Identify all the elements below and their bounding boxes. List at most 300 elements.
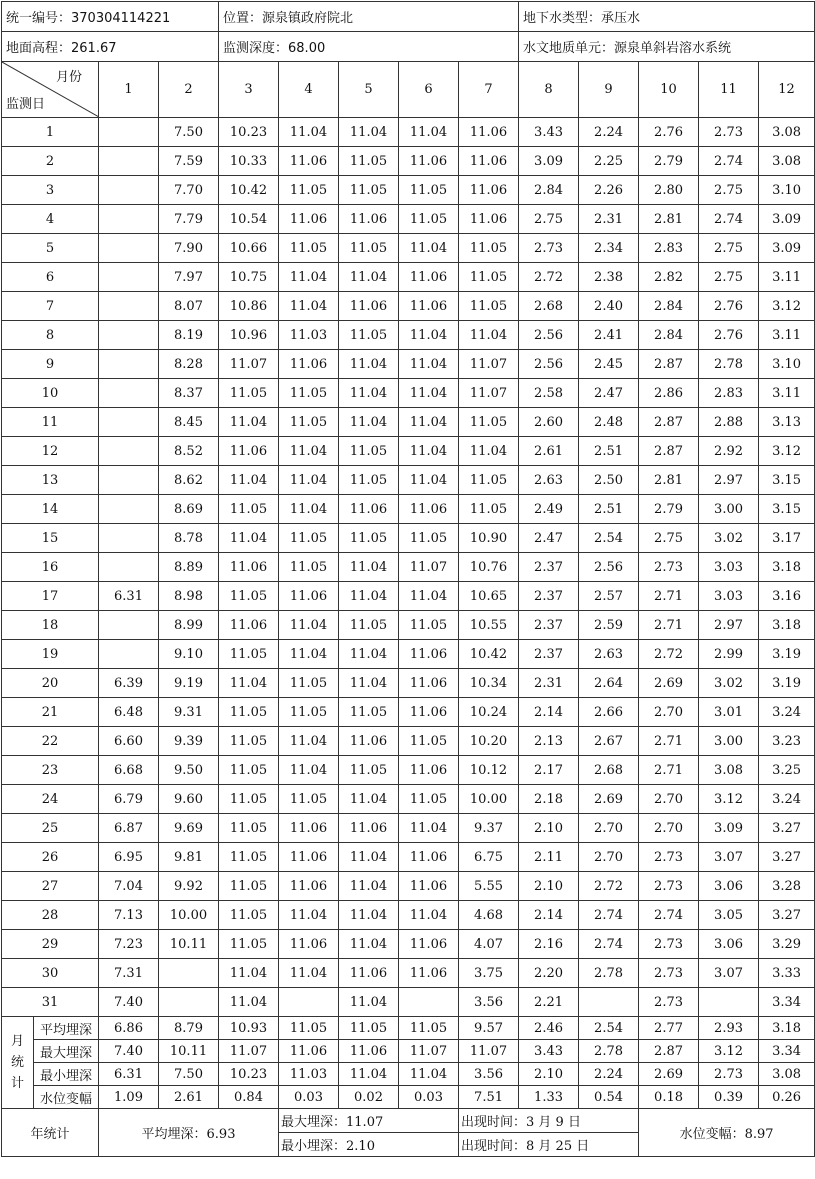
table-row [2, 843, 815, 872]
depth-value: 2.81 [639, 205, 699, 234]
depth-value: 11.04 [339, 640, 399, 669]
depth-value: 9.39 [159, 727, 219, 756]
depth-value: 11.05 [459, 292, 519, 321]
depth-value: 2.69 [639, 669, 699, 698]
depth-value: 3.03 [699, 582, 759, 611]
depth-value: 10.24 [459, 698, 519, 727]
annual-stat-row [2, 1109, 815, 1133]
day-number: 31 [2, 988, 99, 1017]
depth-value: 6.95 [99, 843, 159, 872]
depth-value: 11.06 [279, 350, 339, 379]
depth-value: 2.87 [639, 408, 699, 437]
depth-value: 11.07 [459, 379, 519, 408]
depth-value: 11.05 [399, 785, 459, 814]
depth-value: 11.04 [399, 234, 459, 263]
depth-value: 3.27 [759, 843, 815, 872]
day-number: 5 [2, 234, 99, 263]
depth-value: 11.06 [279, 930, 339, 959]
depth-value: 2.37 [519, 611, 579, 640]
depth-value: 2.87 [639, 350, 699, 379]
depth-value: 11.06 [339, 205, 399, 234]
depth-value: 11.05 [279, 524, 339, 553]
depth-value: 7.31 [99, 959, 159, 988]
depth-value: 3.10 [759, 176, 815, 205]
depth-value: 11.05 [399, 176, 459, 205]
depth-value: 11.05 [219, 901, 279, 930]
depth-value: 10.96 [219, 321, 279, 350]
depth-value: 2.70 [639, 785, 699, 814]
table-row [2, 988, 815, 1017]
depth-value: 9.69 [159, 814, 219, 843]
table-row [2, 611, 815, 640]
depth-value [99, 321, 159, 350]
depth-value: 11.05 [219, 640, 279, 669]
stat-value: 0.02 [339, 1086, 399, 1109]
stat-value: 2.54 [579, 1017, 639, 1040]
table-row [2, 205, 815, 234]
depth-value: 2.73 [519, 234, 579, 263]
day-number: 25 [2, 814, 99, 843]
header-corner-cell [2, 62, 99, 118]
depth-value: 2.31 [519, 669, 579, 698]
depth-value: 2.37 [519, 553, 579, 582]
depth-value: 3.43 [519, 118, 579, 147]
depth-value: 2.49 [519, 495, 579, 524]
depth-value: 10.23 [219, 118, 279, 147]
depth-value: 11.04 [339, 785, 399, 814]
day-number: 7 [2, 292, 99, 321]
depth-value: 2.99 [699, 640, 759, 669]
depth-value: 11.05 [339, 756, 399, 785]
annual-max-time: 出现时间：3 月 9 日 [459, 1109, 639, 1133]
stat-value: 2.73 [699, 1063, 759, 1086]
table-row [2, 872, 815, 901]
stat-value: 11.07 [399, 1040, 459, 1063]
depth-value: 11.04 [339, 901, 399, 930]
stat-value: 2.46 [519, 1017, 579, 1040]
depth-value: 2.78 [699, 350, 759, 379]
stat-value: 2.69 [639, 1063, 699, 1086]
depth-value: 8.78 [159, 524, 219, 553]
depth-value: 3.25 [759, 756, 815, 785]
depth-value: 11.04 [279, 611, 339, 640]
stat-value: 11.05 [339, 1017, 399, 1040]
depth-value: 2.21 [519, 988, 579, 1017]
depth-value: 2.87 [639, 437, 699, 466]
depth-value: 6.48 [99, 698, 159, 727]
depth-value: 2.92 [699, 437, 759, 466]
ground-elevation: 地面高程：261.67 [2, 32, 219, 62]
month-header: 8 [519, 62, 579, 118]
depth-value: 2.34 [579, 234, 639, 263]
stat-value: 3.08 [759, 1063, 815, 1086]
depth-value: 2.80 [639, 176, 699, 205]
depth-value [99, 466, 159, 495]
depth-value: 3.13 [759, 408, 815, 437]
stat-value: 0.03 [399, 1086, 459, 1109]
day-number: 6 [2, 263, 99, 292]
depth-value: 2.73 [639, 553, 699, 582]
month-header: 7 [459, 62, 519, 118]
depth-value: 3.12 [759, 437, 815, 466]
monthly-stats-label-char: 统 [10, 1055, 24, 1070]
annual-max-depth: 最大埋深：11.07 [279, 1109, 459, 1133]
depth-value: 11.04 [339, 118, 399, 147]
depth-value: 10.33 [219, 147, 279, 176]
depth-value: 9.19 [159, 669, 219, 698]
depth-value: 2.73 [639, 959, 699, 988]
day-number: 26 [2, 843, 99, 872]
depth-value: 11.06 [459, 147, 519, 176]
depth-value: 2.71 [639, 582, 699, 611]
depth-value: 11.06 [399, 959, 459, 988]
depth-value: 3.09 [519, 147, 579, 176]
depth-value: 11.05 [279, 669, 339, 698]
depth-value: 11.06 [279, 582, 339, 611]
depth-value: 11.07 [459, 350, 519, 379]
stat-value: 11.07 [219, 1040, 279, 1063]
depth-value: 11.07 [219, 350, 279, 379]
stat-value: 11.06 [339, 1040, 399, 1063]
stat-value: 0.54 [579, 1086, 639, 1109]
depth-value: 11.06 [339, 814, 399, 843]
depth-value: 2.73 [639, 843, 699, 872]
depth-value [99, 553, 159, 582]
depth-value: 11.05 [339, 176, 399, 205]
depth-value: 11.04 [459, 437, 519, 466]
depth-value: 3.18 [759, 553, 815, 582]
depth-value: 2.73 [699, 118, 759, 147]
depth-value: 11.04 [339, 988, 399, 1017]
depth-value: 11.04 [339, 843, 399, 872]
stat-value: 2.24 [579, 1063, 639, 1086]
depth-value: 11.05 [219, 930, 279, 959]
depth-value: 11.04 [339, 553, 399, 582]
depth-value: 11.06 [339, 495, 399, 524]
depth-value: 2.41 [579, 321, 639, 350]
depth-value: 2.50 [579, 466, 639, 495]
day-number: 29 [2, 930, 99, 959]
depth-value: 3.08 [759, 118, 815, 147]
depth-value: 2.63 [519, 466, 579, 495]
depth-value: 11.06 [399, 843, 459, 872]
depth-value: 9.37 [459, 814, 519, 843]
depth-value: 2.81 [639, 466, 699, 495]
stat-value: 7.50 [159, 1063, 219, 1086]
month-header: 4 [279, 62, 339, 118]
depth-value: 2.51 [579, 495, 639, 524]
table-row [2, 234, 815, 263]
depth-value [99, 437, 159, 466]
depth-value: 2.66 [579, 698, 639, 727]
stat-value: 10.11 [159, 1040, 219, 1063]
day-number: 21 [2, 698, 99, 727]
depth-value [99, 524, 159, 553]
table-row [2, 408, 815, 437]
table-body [2, 2, 815, 1157]
stat-value: 11.04 [399, 1063, 459, 1086]
depth-value: 3.03 [699, 553, 759, 582]
depth-value [99, 379, 159, 408]
depth-value: 2.71 [639, 611, 699, 640]
depth-value: 3.00 [699, 727, 759, 756]
depth-value: 11.05 [279, 176, 339, 205]
stat-value: 11.05 [279, 1017, 339, 1040]
depth-value: 3.06 [699, 872, 759, 901]
table-row [2, 147, 815, 176]
depth-value: 3.34 [759, 988, 815, 1017]
day-number: 30 [2, 959, 99, 988]
depth-value: 6.31 [99, 582, 159, 611]
depth-value: 11.04 [339, 408, 399, 437]
month-header: 12 [759, 62, 815, 118]
depth-value: 2.83 [639, 234, 699, 263]
depth-value: 6.75 [459, 843, 519, 872]
depth-value: 3.09 [759, 205, 815, 234]
depth-value: 2.25 [579, 147, 639, 176]
depth-value [99, 263, 159, 292]
depth-value: 11.05 [339, 234, 399, 263]
depth-value: 3.07 [699, 843, 759, 872]
depth-value: 11.06 [399, 495, 459, 524]
stat-value: 2.77 [639, 1017, 699, 1040]
table-row [2, 930, 815, 959]
depth-value: 10.42 [459, 640, 519, 669]
monthly-stats-label-char: 计 [10, 1076, 24, 1091]
stat-label: 最小埋深 [34, 1063, 99, 1086]
depth-value: 2.16 [519, 930, 579, 959]
depth-value: 11.05 [339, 147, 399, 176]
depth-value: 2.75 [639, 524, 699, 553]
depth-value: 6.79 [99, 785, 159, 814]
table-row [2, 582, 815, 611]
depth-value: 2.72 [639, 640, 699, 669]
depth-value: 2.40 [579, 292, 639, 321]
depth-value: 2.74 [579, 930, 639, 959]
depth-value [579, 988, 639, 1017]
depth-value: 2.76 [699, 321, 759, 350]
depth-value: 11.05 [459, 466, 519, 495]
depth-value: 2.54 [579, 524, 639, 553]
depth-value: 2.45 [579, 350, 639, 379]
depth-value: 7.23 [99, 930, 159, 959]
depth-value [99, 147, 159, 176]
depth-value: 2.13 [519, 727, 579, 756]
depth-value [279, 988, 339, 1017]
depth-value: 11.05 [279, 408, 339, 437]
depth-value: 11.06 [399, 756, 459, 785]
depth-value: 2.14 [519, 901, 579, 930]
groundwater-type: 地下水类型：承压水 [519, 2, 815, 32]
depth-value: 2.71 [639, 727, 699, 756]
depth-value: 11.06 [459, 205, 519, 234]
depth-value: 7.40 [99, 988, 159, 1017]
depth-value: 11.04 [279, 640, 339, 669]
depth-value: 2.47 [579, 379, 639, 408]
day-number: 15 [2, 524, 99, 553]
day-number: 4 [2, 205, 99, 234]
depth-value: 7.79 [159, 205, 219, 234]
depth-value: 11.05 [459, 408, 519, 437]
depth-value: 11.05 [399, 727, 459, 756]
depth-value: 6.87 [99, 814, 159, 843]
stat-value: 11.03 [279, 1063, 339, 1086]
depth-value: 2.78 [579, 959, 639, 988]
depth-value: 2.31 [579, 205, 639, 234]
depth-value: 11.04 [339, 930, 399, 959]
depth-value: 3.08 [699, 756, 759, 785]
depth-value: 2.82 [639, 263, 699, 292]
depth-value: 3.27 [759, 901, 815, 930]
depth-value: 11.04 [459, 321, 519, 350]
depth-value: 10.00 [459, 785, 519, 814]
stat-value: 3.56 [459, 1063, 519, 1086]
depth-value: 11.04 [399, 466, 459, 495]
depth-value: 11.05 [219, 872, 279, 901]
depth-value: 9.92 [159, 872, 219, 901]
depth-value: 3.19 [759, 640, 815, 669]
day-number: 27 [2, 872, 99, 901]
day-number: 9 [2, 350, 99, 379]
depth-value: 3.05 [699, 901, 759, 930]
depth-value: 2.70 [639, 698, 699, 727]
depth-value: 11.04 [219, 669, 279, 698]
depth-value: 5.55 [459, 872, 519, 901]
depth-value: 11.04 [219, 959, 279, 988]
depth-value: 9.60 [159, 785, 219, 814]
depth-value: 2.70 [579, 814, 639, 843]
depth-value: 9.81 [159, 843, 219, 872]
depth-value: 2.20 [519, 959, 579, 988]
depth-value: 3.08 [759, 147, 815, 176]
depth-value: 11.05 [339, 466, 399, 495]
monitoring-depth: 监测深度：68.00 [219, 32, 519, 62]
depth-value: 2.51 [579, 437, 639, 466]
depth-value: 10.90 [459, 524, 519, 553]
depth-value: 11.04 [399, 379, 459, 408]
depth-value: 8.52 [159, 437, 219, 466]
table-row [2, 524, 815, 553]
depth-value: 2.57 [579, 582, 639, 611]
depth-value: 2.24 [579, 118, 639, 147]
depth-value: 10.86 [219, 292, 279, 321]
depth-value: 7.50 [159, 118, 219, 147]
stat-value: 7.51 [459, 1086, 519, 1109]
header-row [2, 62, 815, 118]
month-header: 9 [579, 62, 639, 118]
depth-value [99, 176, 159, 205]
depth-value: 11.04 [399, 814, 459, 843]
depth-value: 2.84 [639, 292, 699, 321]
depth-value: 11.06 [279, 872, 339, 901]
annual-average-depth: 平均埋深：6.93 [99, 1109, 279, 1157]
depth-value [99, 350, 159, 379]
depth-value: 2.76 [699, 292, 759, 321]
depth-value: 11.06 [399, 147, 459, 176]
depth-value: 10.20 [459, 727, 519, 756]
depth-value: 4.68 [459, 901, 519, 930]
depth-value: 11.06 [279, 843, 339, 872]
depth-value: 2.74 [699, 205, 759, 234]
depth-value: 2.56 [519, 350, 579, 379]
month-header: 10 [639, 62, 699, 118]
depth-value: 11.05 [459, 234, 519, 263]
stat-value: 1.09 [99, 1086, 159, 1109]
depth-value: 2.64 [579, 669, 639, 698]
depth-value [99, 234, 159, 263]
stat-value: 11.04 [339, 1063, 399, 1086]
depth-value: 3.27 [759, 814, 815, 843]
depth-value: 2.38 [579, 263, 639, 292]
depth-value [159, 988, 219, 1017]
month-header: 11 [699, 62, 759, 118]
table-row [2, 176, 815, 205]
depth-value: 2.76 [639, 118, 699, 147]
depth-value: 2.74 [699, 147, 759, 176]
stat-label: 平均埋深 [34, 1017, 99, 1040]
stat-value: 0.39 [699, 1086, 759, 1109]
depth-value: 11.04 [279, 118, 339, 147]
depth-value: 11.05 [219, 756, 279, 785]
monthly-stat-row [2, 1063, 815, 1086]
day-number: 19 [2, 640, 99, 669]
stat-value: 3.43 [519, 1040, 579, 1063]
depth-value: 8.98 [159, 582, 219, 611]
depth-value: 3.15 [759, 466, 815, 495]
depth-value: 2.60 [519, 408, 579, 437]
depth-value: 2.56 [579, 553, 639, 582]
depth-value: 8.37 [159, 379, 219, 408]
depth-value: 11.05 [219, 495, 279, 524]
depth-value: 11.05 [219, 843, 279, 872]
annual-min-depth: 最小埋深：2.10 [279, 1133, 459, 1157]
stat-label: 水位变幅 [34, 1086, 99, 1109]
depth-value: 8.07 [159, 292, 219, 321]
table-row [2, 901, 815, 930]
depth-value: 2.86 [639, 379, 699, 408]
stat-value: 8.79 [159, 1017, 219, 1040]
depth-value: 3.06 [699, 930, 759, 959]
depth-value: 9.50 [159, 756, 219, 785]
stat-value: 11.06 [279, 1040, 339, 1063]
table-row [2, 118, 815, 147]
depth-value: 11.05 [339, 524, 399, 553]
table-row [2, 698, 815, 727]
depth-value: 3.11 [759, 263, 815, 292]
table-row [2, 350, 815, 379]
depth-value: 2.61 [519, 437, 579, 466]
depth-value: 8.19 [159, 321, 219, 350]
depth-value: 11.04 [339, 669, 399, 698]
depth-value: 11.04 [399, 437, 459, 466]
depth-value: 11.06 [279, 147, 339, 176]
depth-value: 11.05 [279, 553, 339, 582]
depth-value: 11.04 [279, 292, 339, 321]
stat-value: 3.34 [759, 1040, 815, 1063]
monthly-stats-label-char: 月 [10, 1034, 24, 1049]
depth-value: 9.10 [159, 640, 219, 669]
depth-value: 10.42 [219, 176, 279, 205]
monthly-stats-label [2, 1017, 34, 1109]
depth-value: 2.73 [639, 872, 699, 901]
day-number: 13 [2, 466, 99, 495]
depth-value: 2.75 [519, 205, 579, 234]
depth-value: 2.70 [639, 814, 699, 843]
depth-value: 3.24 [759, 698, 815, 727]
depth-value: 2.73 [639, 930, 699, 959]
depth-value: 7.97 [159, 263, 219, 292]
depth-value: 2.71 [639, 756, 699, 785]
